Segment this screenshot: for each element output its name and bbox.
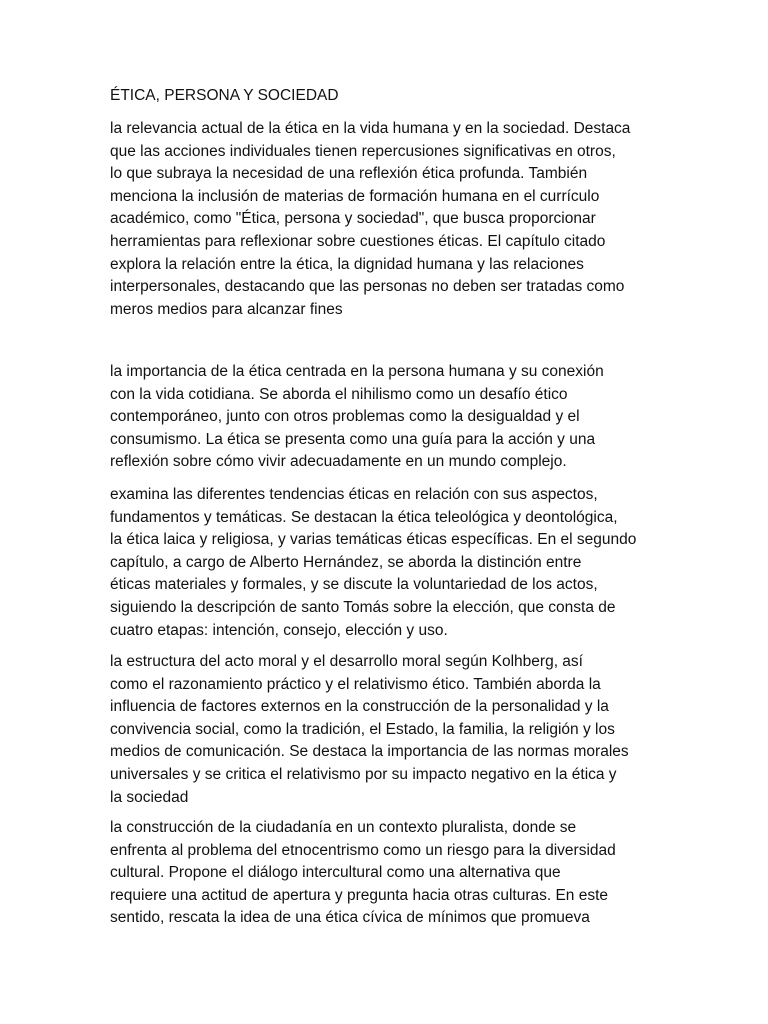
paragraph-line: herramientas para reflexionar sobre cuestiones éticas. El capítulo citado bbox=[110, 232, 606, 250]
paragraph-line: medios de comunicación. Se destaca la importancia de las normas morales bbox=[110, 743, 629, 761]
paragraph-line: consumismo. La ética se presenta como una guía para la acción y una bbox=[110, 430, 596, 448]
paragraph-line: con la vida cotidiana. Se aborda el nihilismo como un desafío ético bbox=[110, 385, 568, 403]
paragraph-line: que las acciones individuales tienen repercusiones significativas en otros, bbox=[110, 142, 616, 160]
paragraph-line: examina las diferentes tendencias éticas en relación con sus aspectos, bbox=[110, 486, 598, 503]
paragraph-5 bbox=[110, 817, 616, 930]
paragraph-4 bbox=[110, 651, 629, 809]
paragraph-line: explora la relación entre la ética, la dignidad humana y las relaciones bbox=[110, 255, 584, 273]
paragraph-line: cuatro etapas: intención, consejo, elección y uso. bbox=[110, 621, 448, 639]
paragraph-line: la relevancia actual de la ética en la vida humana y en la sociedad. Destaca bbox=[110, 120, 631, 137]
paragraph-line: requiere una actitud de apertura y pregunta hacia otras culturas. En este bbox=[110, 886, 609, 904]
paragraph-line: cultural. Propone el diálogo intercultural como una alternativa que bbox=[110, 864, 561, 882]
paragraph-line: meros medios para alcanzar fines bbox=[110, 300, 343, 318]
paragraph-line: menciona la inclusión de materias de formación humana en el currículo bbox=[110, 187, 600, 205]
paragraph-line: interpersonales, destacando que las personas no deben ser tratadas como bbox=[110, 278, 625, 296]
paragraph-line: lo que subraya la necesidad de una reflexión ética profunda. También bbox=[110, 165, 588, 183]
paragraph-line: enfrenta al problema del etnocentrismo como un riesgo para la diversidad bbox=[110, 841, 616, 859]
paragraph-3 bbox=[110, 484, 636, 642]
paragraph-line: siguiendo la descripción de santo Tomás sobre la elección, que consta de bbox=[110, 598, 616, 616]
paragraph-line: sentido, rescata la idea de una ética cívica de mínimos que promueva bbox=[110, 909, 590, 927]
paragraph-line: la estructura del acto moral y el desarrollo moral según Kolhberg, así bbox=[110, 653, 583, 670]
paragraph-line: universales y se critica el relativismo por su impacto negativo en la ética y bbox=[110, 765, 617, 783]
paragraph-line: la ética laica y religiosa, y varias temáticas éticas específicas. En el segundo bbox=[110, 531, 637, 549]
paragraph-line: contemporáneo, junto con otros problemas como la desigualdad y el bbox=[110, 408, 580, 426]
paragraph-line: la sociedad bbox=[110, 788, 189, 806]
paragraph-line: capítulo, a cargo de Alberto Hernández, se aborda la distinción entre bbox=[110, 553, 582, 571]
paragraph-line: reflexión sobre cómo vivir adecuadamente en un mundo complejo. bbox=[110, 453, 567, 471]
paragraph-2 bbox=[110, 361, 604, 474]
paragraph-line: la construcción de la ciudadanía en un contexto pluralista, donde se bbox=[110, 819, 577, 836]
paragraph-line: la importancia de la ética centrada en la persona humana y su conexión bbox=[110, 363, 604, 380]
paragraph-line: influencia de factores externos en la construcción de la personalidad y la bbox=[110, 698, 609, 716]
paragraph-line: como el razonamiento práctico y el relativismo ético. También aborda la bbox=[110, 675, 601, 693]
document-title: ÉTICA, PERSONA Y SOCIEDAD bbox=[110, 87, 339, 104]
paragraph-line: académico, como "Ética, persona y sociedad", que busca proporcionar bbox=[110, 210, 596, 228]
paragraph-line: convivencia social, como la tradición, el Estado, la familia, la religión y los bbox=[110, 720, 615, 738]
paragraph-1 bbox=[110, 118, 630, 321]
paragraph-line: fundamentos y temáticas. Se destacan la ética teleológica y deontológica, bbox=[110, 508, 618, 526]
paragraph-line: éticas materiales y formales, y se discute la voluntariedad de los actos, bbox=[110, 576, 598, 594]
